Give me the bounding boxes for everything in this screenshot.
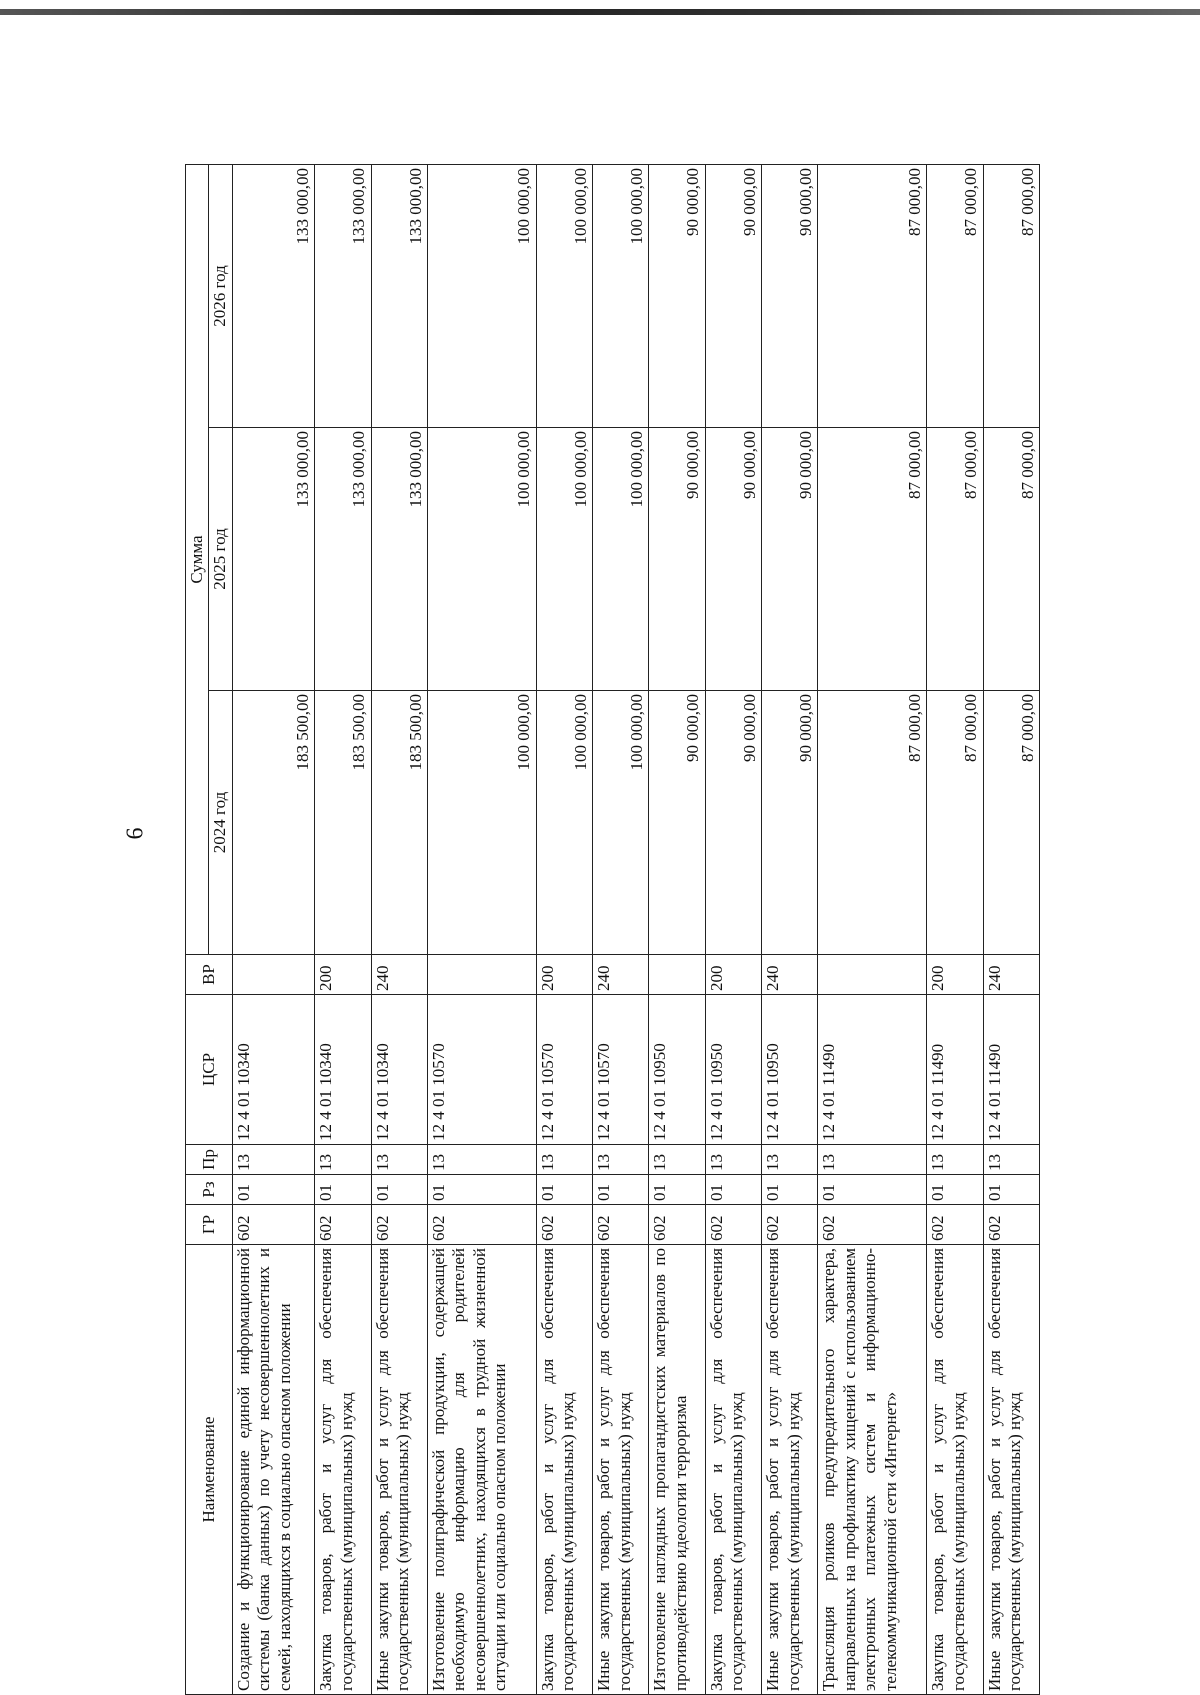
header-row-top: [186, 164, 209, 1694]
header-rz: Рз: [186, 1175, 233, 1205]
row-csr-cell: 12 4 01 10950: [762, 995, 818, 1145]
row-csr-cell: 12 4 01 11490: [927, 995, 983, 1145]
row-sum-2024-cell: 100 000,00: [536, 691, 592, 955]
row-pr-cell: 13: [232, 1145, 315, 1175]
row-sum-2025-cell: 100 000,00: [428, 428, 537, 691]
row-sum-2026-cell: 100 000,00: [593, 164, 649, 427]
row-sum-2024-cell: 100 000,00: [428, 691, 537, 955]
table-row: [818, 164, 927, 1694]
table-row: [536, 164, 592, 1694]
row-rz-cell: 01: [705, 1175, 761, 1205]
row-sum-2025-cell: 90 000,00: [705, 428, 761, 691]
row-vr-cell: [232, 955, 315, 995]
page-number: 6: [122, 827, 149, 840]
row-csr-cell: 12 4 01 11490: [818, 995, 927, 1145]
header-gr: ГР: [186, 1205, 233, 1245]
table-row: [762, 164, 818, 1694]
row-gr-cell: 602: [232, 1205, 315, 1245]
row-sum-2024-cell: 100 000,00: [593, 691, 649, 955]
header-sum: Сумма: [186, 164, 209, 954]
row-vr-cell: [818, 955, 927, 995]
row-vr-cell: [428, 955, 537, 995]
row-sum-2026-cell: 133 000,00: [315, 164, 371, 427]
row-name-cell: Трансляция роликов предупредительного характера, направленных на профилактику хищений с использованием электронных платежных систем и информационно-телекоммуникационной сети «Интернет»: [818, 1245, 927, 1695]
row-gr-cell: 602: [649, 1205, 705, 1245]
row-pr-cell: 13: [983, 1145, 1039, 1175]
row-sum-2024-cell: 183 500,00: [315, 691, 371, 955]
row-sum-2025-cell: 87 000,00: [818, 428, 927, 691]
row-name-cell: Закупка товаров, работ и услуг для обеспечения государственных (муниципальных) нужд: [705, 1245, 761, 1695]
table-row: [983, 164, 1039, 1694]
row-vr-cell: 200: [536, 955, 592, 995]
row-csr-cell: 12 4 01 10570: [536, 995, 592, 1145]
header-year-2025: 2025 год: [209, 428, 232, 691]
row-name-cell: Закупка товаров, работ и услуг для обеспечения государственных (муниципальных) нужд: [927, 1245, 983, 1695]
row-sum-2026-cell: 87 000,00: [927, 164, 983, 427]
header-name: Наименование: [186, 1245, 233, 1695]
scan-edge-bar: [0, 9, 1200, 15]
row-sum-2024-cell: 183 500,00: [371, 691, 427, 955]
row-sum-2026-cell: 90 000,00: [762, 164, 818, 427]
row-gr-cell: 602: [818, 1205, 927, 1245]
table-row: [428, 164, 537, 1694]
header-pr: Пр: [186, 1145, 233, 1175]
row-sum-2026-cell: 100 000,00: [428, 164, 537, 427]
row-sum-2025-cell: 133 000,00: [371, 428, 427, 691]
row-sum-2025-cell: 133 000,00: [232, 428, 315, 691]
table-row: [371, 164, 427, 1694]
row-sum-2026-cell: 90 000,00: [649, 164, 705, 427]
row-sum-2024-cell: 87 000,00: [983, 691, 1039, 955]
row-gr-cell: 602: [593, 1205, 649, 1245]
row-sum-2024-cell: 87 000,00: [818, 691, 927, 955]
row-sum-2026-cell: 87 000,00: [983, 164, 1039, 427]
row-pr-cell: 13: [315, 1145, 371, 1175]
row-sum-2024-cell: 90 000,00: [649, 691, 705, 955]
row-rz-cell: 01: [762, 1175, 818, 1205]
row-gr-cell: 602: [983, 1205, 1039, 1245]
row-name-cell: Иные закупки товаров, работ и услуг для обеспечения государственных (муниципальных) нужд: [762, 1245, 818, 1695]
row-name-cell: Изготовление полиграфической продукции, содержащей необходимую информацию для родителей несовершеннолетних, находящихся в трудной жизненной ситуации или социально опасном положении: [428, 1245, 537, 1695]
row-rz-cell: 01: [983, 1175, 1039, 1205]
row-sum-2025-cell: 87 000,00: [983, 428, 1039, 691]
row-sum-2025-cell: 100 000,00: [593, 428, 649, 691]
row-sum-2025-cell: 87 000,00: [927, 428, 983, 691]
row-sum-2024-cell: 183 500,00: [232, 691, 315, 955]
row-name-cell: Иные закупки товаров, работ и услуг для обеспечения государственных (муниципальных) нужд: [371, 1245, 427, 1695]
row-csr-cell: 12 4 01 10950: [649, 995, 705, 1145]
row-name-cell: Закупка товаров, работ и услуг для обеспечения государственных (муниципальных) нужд: [536, 1245, 592, 1695]
row-rz-cell: 01: [649, 1175, 705, 1205]
header-year-2024: 2024 год: [209, 691, 232, 955]
row-rz-cell: 01: [536, 1175, 592, 1205]
table-row: [593, 164, 649, 1694]
row-gr-cell: 602: [315, 1205, 371, 1245]
row-gr-cell: 602: [927, 1205, 983, 1245]
row-pr-cell: 13: [927, 1145, 983, 1175]
row-pr-cell: 13: [762, 1145, 818, 1175]
row-csr-cell: 12 4 01 10570: [428, 995, 537, 1145]
row-sum-2024-cell: 90 000,00: [762, 691, 818, 955]
row-rz-cell: 01: [232, 1175, 315, 1205]
row-csr-cell: 12 4 01 10340: [232, 995, 315, 1145]
row-pr-cell: 13: [428, 1145, 537, 1175]
header-csr: ЦСР: [186, 995, 233, 1145]
row-rz-cell: 01: [927, 1175, 983, 1205]
row-rz-cell: 01: [818, 1175, 927, 1205]
row-vr-cell: 200: [927, 955, 983, 995]
row-vr-cell: 240: [762, 955, 818, 995]
row-csr-cell: 12 4 01 10340: [371, 995, 427, 1145]
row-rz-cell: 01: [428, 1175, 537, 1205]
table-row: [927, 164, 983, 1694]
table-row: [705, 164, 761, 1694]
row-pr-cell: 13: [818, 1145, 927, 1175]
row-sum-2026-cell: 87 000,00: [818, 164, 927, 427]
row-pr-cell: 13: [593, 1145, 649, 1175]
row-name-cell: Создание и функционирование единой информационной системы (банка данных) по учету несовершеннолетних и семей, находящихся в социально опасном положении: [232, 1245, 315, 1695]
row-gr-cell: 602: [428, 1205, 537, 1245]
row-pr-cell: 13: [649, 1145, 705, 1175]
row-vr-cell: 240: [593, 955, 649, 995]
row-csr-cell: 12 4 01 10950: [705, 995, 761, 1145]
header-vr: ВР: [186, 955, 233, 995]
row-vr-cell: 240: [983, 955, 1039, 995]
row-sum-2025-cell: 133 000,00: [315, 428, 371, 691]
row-name-cell: Иные закупки товаров, работ и услуг для обеспечения государственных (муниципальных) нужд: [983, 1245, 1039, 1695]
row-sum-2025-cell: 90 000,00: [762, 428, 818, 691]
row-vr-cell: 240: [371, 955, 427, 995]
row-sum-2025-cell: 90 000,00: [649, 428, 705, 691]
table-row: [232, 164, 315, 1694]
row-name-cell: Изготовление наглядных пропагандистских материалов по противодействию идеологии терроризма: [649, 1245, 705, 1695]
row-vr-cell: [649, 955, 705, 995]
row-rz-cell: 01: [371, 1175, 427, 1205]
row-sum-2024-cell: 90 000,00: [705, 691, 761, 955]
row-csr-cell: 12 4 01 10340: [315, 995, 371, 1145]
row-sum-2026-cell: 133 000,00: [371, 164, 427, 427]
row-vr-cell: 200: [705, 955, 761, 995]
row-sum-2024-cell: 87 000,00: [927, 691, 983, 955]
table-row: [315, 164, 371, 1694]
row-sum-2026-cell: 90 000,00: [705, 164, 761, 427]
row-csr-cell: 12 4 01 10570: [593, 995, 649, 1145]
row-gr-cell: 602: [762, 1205, 818, 1245]
row-rz-cell: 01: [315, 1175, 371, 1205]
row-name-cell: Закупка товаров, работ и услуг для обеспечения государственных (муниципальных) нужд: [315, 1245, 371, 1695]
row-pr-cell: 13: [371, 1145, 427, 1175]
row-csr-cell: 12 4 01 11490: [983, 995, 1039, 1145]
row-sum-2026-cell: 100 000,00: [536, 164, 592, 427]
row-name-cell: Иные закупки товаров, работ и услуг для обеспечения государственных (муниципальных) нужд: [593, 1245, 649, 1695]
row-pr-cell: 13: [705, 1145, 761, 1175]
row-sum-2026-cell: 133 000,00: [232, 164, 315, 427]
row-gr-cell: 602: [705, 1205, 761, 1245]
budget-table: [185, 164, 1040, 1695]
table-body: [232, 164, 1039, 1694]
row-gr-cell: 602: [371, 1205, 427, 1245]
table-row: [649, 164, 705, 1694]
budget-table-container: [185, 165, 1040, 1695]
row-pr-cell: 13: [536, 1145, 592, 1175]
row-rz-cell: 01: [593, 1175, 649, 1205]
row-sum-2025-cell: 100 000,00: [536, 428, 592, 691]
row-vr-cell: 200: [315, 955, 371, 995]
header-year-2026: 2026 год: [209, 164, 232, 427]
row-gr-cell: 602: [536, 1205, 592, 1245]
